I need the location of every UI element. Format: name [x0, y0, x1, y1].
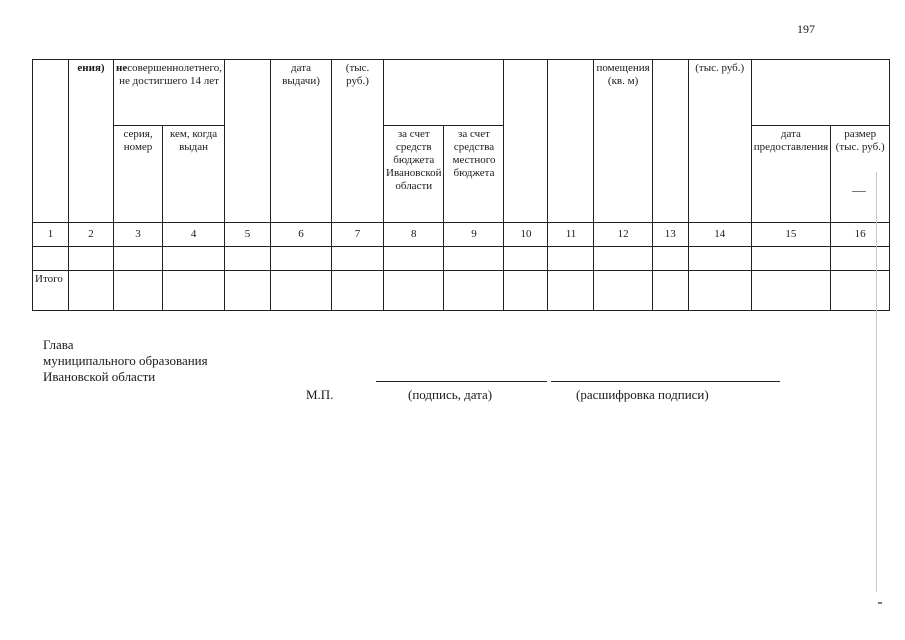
header-cell-9: за счет средства местного бюджета [444, 126, 504, 223]
total-cell [652, 271, 688, 311]
column-number-cell: 14 [688, 223, 751, 247]
header-cell-3-4-text: совершеннолетнего, не достигшего 14 лет [119, 62, 223, 87]
data-cell [225, 247, 271, 271]
total-cell [69, 271, 114, 311]
column-numbers-row [33, 223, 890, 247]
column-number-cell: 3 [114, 223, 163, 247]
total-cell [688, 271, 751, 311]
data-cell [688, 247, 751, 271]
stamp-label: М.П. [306, 387, 334, 402]
total-cell [504, 271, 548, 311]
column-number-cell: 6 [271, 223, 332, 247]
column-number-cell: 12 [594, 223, 652, 247]
column-number-cell: 7 [332, 223, 384, 247]
header-cell-12: помещения (кв. м) [594, 60, 652, 223]
total-cell [225, 271, 271, 311]
total-cell [594, 271, 652, 311]
empty-data-row [33, 247, 890, 271]
column-number-cell: 4 [163, 223, 225, 247]
total-cell [114, 271, 163, 311]
total-cell [163, 271, 225, 311]
column-number-cell: 15 [751, 223, 830, 247]
header-cell-16: размер (тыс. руб.) [831, 126, 890, 223]
column-number-cell: 10 [504, 223, 548, 247]
data-cell [444, 247, 504, 271]
total-cell [332, 271, 384, 311]
header-cell-14: (тыс. руб.) [688, 60, 751, 223]
column-number-cell: 11 [548, 223, 594, 247]
header-cell-3: серия, номер [114, 126, 163, 223]
header-cell-8-9 [384, 60, 504, 126]
header-cell-6: дата выдачи) [271, 60, 332, 223]
column-number-cell: 13 [652, 223, 688, 247]
header-cell-11 [548, 60, 594, 223]
head-title-line-3: Ивановской области [43, 369, 156, 384]
total-row [33, 271, 890, 311]
total-label: Итого [33, 271, 69, 311]
signature-caption: (подпись, дата) [408, 387, 493, 402]
header-cell-3-4 [114, 60, 225, 126]
head-title-line-2: муниципального образования [43, 353, 208, 368]
total-cell [548, 271, 594, 311]
report-table [32, 59, 890, 311]
data-cell [114, 247, 163, 271]
data-cell [271, 247, 332, 271]
header-cell-3-4-bold: не [116, 62, 128, 74]
total-cell [384, 271, 444, 311]
column-number-cell: 2 [69, 223, 114, 247]
header-row-2 [33, 126, 890, 223]
data-cell [33, 247, 69, 271]
header-row-1 [33, 60, 890, 126]
header-cell-15: дата предоставления [751, 126, 830, 223]
header-cell-2: ения) [69, 60, 114, 223]
data-cell [332, 247, 384, 271]
header-cell-8: за счет средств бюджета Ивановской области [384, 126, 444, 223]
data-cell [751, 247, 830, 271]
column-number-cell: 1 [33, 223, 69, 247]
scan-artifact-dash [852, 191, 866, 192]
signature-line [376, 381, 547, 382]
data-cell [69, 247, 114, 271]
header-cell-1 [33, 60, 69, 223]
column-number-cell: 8 [384, 223, 444, 247]
decode-caption: (расшифровка подписи) [576, 387, 709, 402]
header-cell-5 [225, 60, 271, 223]
data-cell [652, 247, 688, 271]
total-cell [444, 271, 504, 311]
header-cell-13 [652, 60, 688, 223]
header-cell-7: (тыс. руб.) [332, 60, 384, 223]
total-cell [271, 271, 332, 311]
data-cell [548, 247, 594, 271]
scan-artifact-line [876, 172, 877, 592]
total-cell [751, 271, 830, 311]
data-cell [831, 247, 890, 271]
page-number: 197 [797, 22, 815, 36]
total-cell [831, 271, 890, 311]
data-cell [504, 247, 548, 271]
column-number-cell: 9 [444, 223, 504, 247]
head-title-line-1: Глава [43, 337, 74, 352]
header-cell-10 [504, 60, 548, 223]
data-cell [163, 247, 225, 271]
data-cell [594, 247, 652, 271]
column-number-cell: 16 [831, 223, 890, 247]
header-cell-4: кем, когда выдан [163, 126, 225, 223]
header-cell-15-16 [751, 60, 889, 126]
scan-artifact-mark [878, 602, 882, 604]
column-number-cell: 5 [225, 223, 271, 247]
data-cell [384, 247, 444, 271]
decode-line [551, 381, 780, 382]
